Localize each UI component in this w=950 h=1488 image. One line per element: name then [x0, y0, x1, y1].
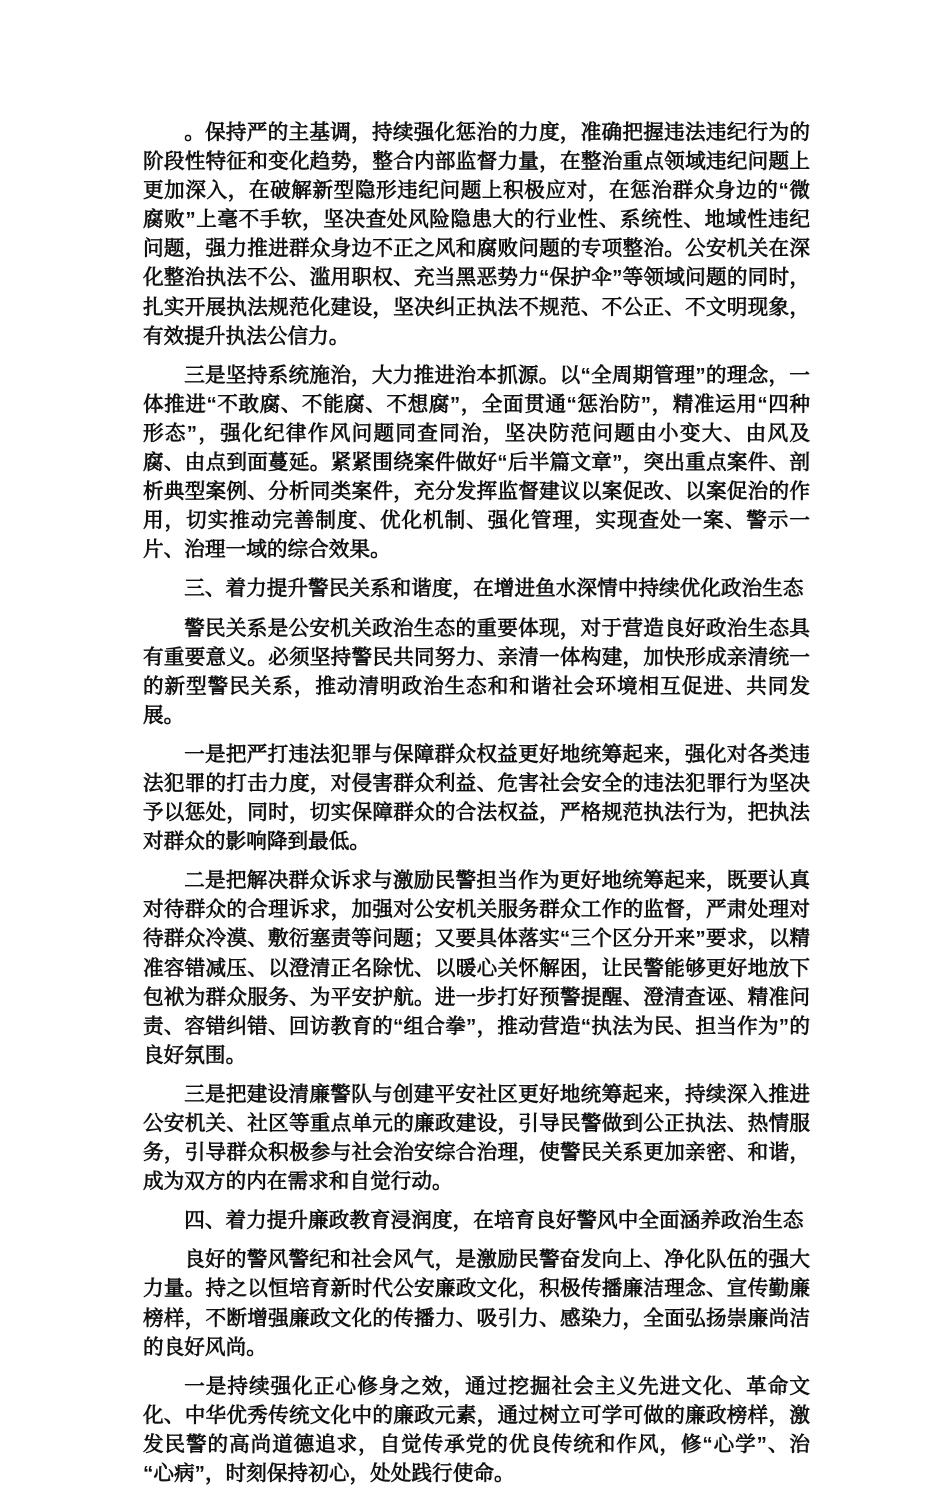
- paragraph-san-shi-systematic-governance: 三是坚持系统施治，大力推进治本抓源。以“全周期管理”的理念，一体推进“不敢腐、不能腐、不想腐”，全面贯通“惩治防”，精准运用“四种形态”，强化纪律作风问题同查同治，坚决防范问题由小变大、由风及腐、由点到面蔓延。紧紧围绕案件做好“后半篇文章”，突出重点案件、剖析典型案例、分析同类案件，充分发挥监督建议以案促改、以案促治的作用，切实推动完善制度、优化机制、强化管理，实现查处一案、警示一片、治理一域的综合效果。: [143, 363, 810, 562]
- paragraph-yi-shi-self-cultivation: 一是持续强化正心修身之效，通过挖掘社会主义先进文化、革命文化、中华优秀传统文化中的廉政元素，通过树立可学可做的廉政榜样，激发民警的高尚道德追求，自觉传承党的优良传统和作风，修“心学”、治“心病”，时刻保持初心，处处践行使命。: [143, 1374, 810, 1486]
- paragraph-san-shi-clean-police-and-safe-community: 三是把建设清廉警队与创建平安社区更好地统筹起来，持续深入推进公安机关、社区等重点单元的廉政建设，引导民警做到公正执法、热情服务，引导群众积极参与社会治安综合治理，使警民关系更加亲密、和谐，成为双方的内在需求和自觉行动。: [143, 1082, 810, 1194]
- paragraph-er-shi-public-demands-and-officer-duty: 二是把解决群众诉求与激励民警担当作为更好地统筹起来，既要认真对待群众的合理诉求，加强对公安机关服务群众工作的监督，严肃处理对待群众冷漠、敷衍塞责等问题；又要具体落实“三个区分开来”要求，以精准容错减压、以澄清正名除忧、以暖心关怀解困，让民警能够更好地放下包袱为群众服务、为平安护航。进一步打好预警提醒、澄清查诬、精准问责、容错纠错、回访教育的“组合拳”，推动营造“执法为民、担当作为”的良好氛围。: [143, 869, 810, 1067]
- heading-section-three: 三、着力提升警民关系和谐度，在增进鱼水深情中持续优化政治生态: [184, 577, 804, 601]
- paragraph-yi-shi-crackdown-and-rights: 一是把严打违法犯罪与保障群众权益更好地统筹起来，强化对各类违法犯罪的打击力度，对侵害群众利益、危害社会安全的违法犯罪行为坚决予以惩处，同时，切实保障群众的合法权益，严格规范执法行为，把执法对群众的影响降到最低。: [143, 742, 810, 854]
- paragraph-continuation-strict-tone: 。保持严的主基调，持续强化惩治的力度，准确把握违法违纪行为的阶段性特征和变化趋势，整合内部监督力量，在整治重点领域违纪问题上更加深入，在破解新型隐形违纪问题上积极应对，在惩治群众身边的“微腐败”上毫不手软，坚决查处风险隐患大的行业性、系统性、地域性违纪问题，强力推进群众身边不正之风和腐败问题的专项整治。公安机关在深化整治执法不公、滥用职权、充当黑恶势力“保护伞”等领域问题的同时，扎实开展执法规范化建设，坚决纠正执法不规范、不公正、不文明现象，有效提升执法公信力。: [143, 121, 810, 348]
- paragraph-police-public-relations-overview: 警民关系是公安机关政治生态的重要体现，对于营造良好政治生态具有重要意义。必须坚持警民共同努力、亲清一体构建，加快形成亲清统一的新型警民关系，推动清明政治生态和和谐社会环境相互促进、共同发展。: [143, 616, 810, 727]
- heading-section-four: 四、着力提升廉政教育浸润度，在培育良好警风中全面涵养政治生态: [184, 1209, 804, 1233]
- paragraph-police-culture-overview: 良好的警风警纪和社会风气，是激励民警奋发向上、净化队伍的强大力量。持之以恒培育新时代公安廉政文化，积极传播廉洁理念、宣传勤廉榜样，不断增强廉政文化的传播力、吸引力、感染力，全面弘扬崇廉尚洁的良好风尚。: [143, 1248, 810, 1359]
- document-text-column: [143, 118, 810, 1488]
